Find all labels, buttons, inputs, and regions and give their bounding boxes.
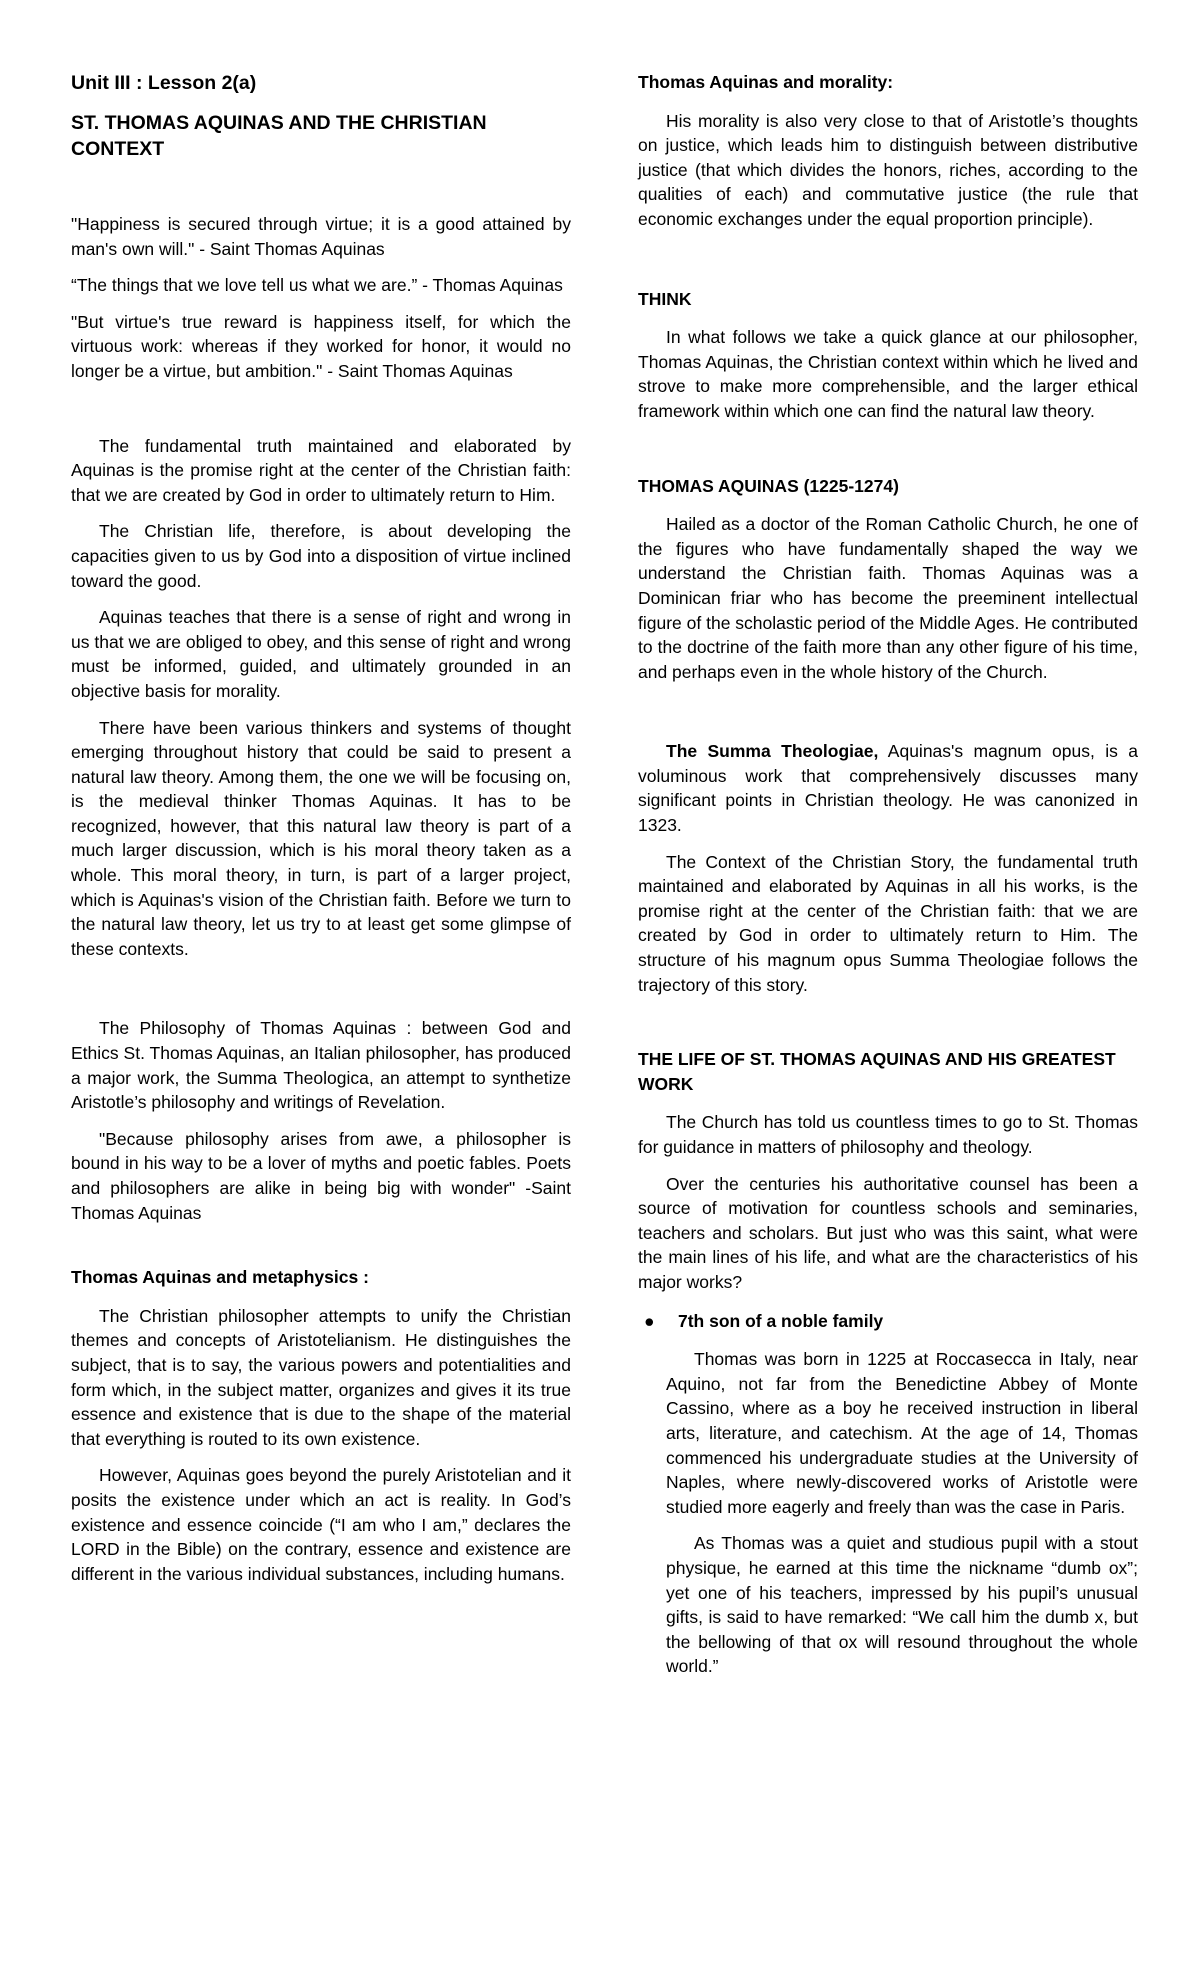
- summa-title: The Summa Theologiae,: [666, 741, 879, 762]
- paragraph-natural-law-thinkers: There have been various thinkers and systems of thought emerging throughout history that could be said to present a natural law theory. Among them, the one we will be focusing on, is the medieval thinker Thomas Aquinas. It has to be recognized, however, that this natural law theory is part of a much larger discussion, which is his moral theory taken as a whole. This moral theory, in turn, is part of a larger project, which is Aquinas's vision of the Christian faith. Before we turn to the natural law theory, let us try to at least get some glimpse of these contexts.: [71, 717, 571, 959]
- paragraph-christian-story: The Context of the Christian Story, the fundamental truth maintained and elaborated by Aquinas in all his works, is the promise right at the center of the Christian faith: that we are created by God in order to ultimately return to Him. The structure of his magnum opus Summa Theologiae follows the trajectory of this story.: [638, 851, 1138, 995]
- heading-life-of-aquinas: THE LIFE OF ST. THOMAS AQUINAS AND HIS GREATEST WORK: [638, 1049, 1116, 1094]
- bullet-label: 7th son of a noble family: [678, 1310, 884, 1331]
- paragraph-church-guidance: The Church has told us countless times to go to St. Thomas for guidance in matters of philosophy and theology.: [638, 1112, 1138, 1157]
- quote-virtue-reward: "But virtue's true reward is happiness itself, for which the virtuous work: whereas if they worked for honor, it would no longer be a virtue, but ambition." - Saint Thomas Aquinas: [71, 311, 571, 381]
- heading-metaphysics: Thomas Aquinas and metaphysics :: [71, 1267, 369, 1288]
- paragraph-fundamental-truth: The fundamental truth maintained and elaborated by Aquinas is the promise right at the center of the Christian faith: that we are created by God in order to ultimately return to Him.: [71, 435, 571, 505]
- right-column: [638, 70, 1138, 1679]
- paragraph-authoritative-counsel: Over the centuries his authoritative counsel has been a source of motivation for countless schools and seminaries, teachers and scholars. But just who was this saint, what were the main lines of his life, and what are the characteristics of his major works?: [638, 1173, 1138, 1292]
- paragraph-summa-theologiae: [638, 739, 1138, 837]
- summa-description: Aquinas's magnum opus, is a voluminous work that comprehensively discusses many significant points in Christian theology. He was canonized in 1323.: [638, 741, 1138, 836]
- paragraph-morality: His morality is also very close to that of Aristotle’s thoughts on justice, which leads him to distinguish between distributive justice (that which divides the honors, riches, according to the qualities of each) and commutative justice (the rule that economic exchanges under the equal proportion principle).: [638, 110, 1138, 229]
- paragraph-metaphysics-2: However, Aquinas goes beyond the purely Aristotelian and it posits the existence under which an act is reality. In God’s existence and essence coincide (“I am who I am,” declares the LORD in the Bible) on the contrary, essence and existence are different in the various individual substances, including humans.: [71, 1465, 571, 1584]
- quote-things-we-love: “The things that we love tell us what we are.” - Thomas Aquinas: [71, 275, 563, 296]
- left-column: [71, 70, 571, 1586]
- paragraph-right-and-wrong: Aquinas teaches that there is a sense of right and wrong in us that we are obliged to obey, and this sense of right and wrong must be informed, guided, and ultimately grounded in an objective basis for morality.: [71, 607, 571, 701]
- bullet-dot-icon: ●: [644, 1310, 655, 1331]
- paragraph-christian-life: The Christian life, therefore, is about developing the capacities given to us by God into a disposition of virtue inclined toward the good.: [71, 521, 571, 591]
- quote-happiness: "Happiness is secured through virtue; it is a good attained by man's own will." - Saint Thomas Aquinas: [71, 214, 571, 259]
- paragraph-dumb-ox: As Thomas was a quiet and studious pupil with a stout physique, he earned at this time the nickname “dumb ox”; yet one of his teachers, impressed by his pupil’s unusual gifts, is said to have remarked: “We call him the dumb x, but the bellowing of that ox will resound throughout the whole world.”: [666, 1533, 1138, 1677]
- heading-morality: Thomas Aquinas and morality:: [638, 72, 894, 92]
- bullet-noble-family: [638, 1309, 1138, 1334]
- paragraph-birth-and-studies: Thomas was born in 1225 at Roccasecca in Italy, near Aquino, not far from the Benedictine Abbey of Monte Cassino, where as a boy he received instruction in liberal arts, literature, and catechism. At the age of 14, Thomas commenced his undergraduate studies at the University of Naples, where newly-discovered works of Aristotle were studied more eagerly and freely than was the case in Paris.: [666, 1349, 1138, 1517]
- paragraph-metaphysics-1: The Christian philosopher attempts to unify the Christian themes and concepts of Aristotelianism. He distinguishes the subject, that is to say, the various powers and potentialities and form which, in the subject matter, organizes and gives it its true essence and existence that is due to the shape of the material that everything is routed to its own existence.: [71, 1305, 571, 1449]
- heading-think: THINK: [638, 288, 692, 309]
- unit-heading: Unit III : Lesson 2(a): [71, 72, 257, 94]
- quote-philosophy-awe: "Because philosophy arises from awe, a philosopher is bound in his way to be a lover of myths and poetic fables. Poets and philosophers are alike in being big with wonder" -Saint Thomas Aquinas: [71, 1128, 571, 1223]
- paragraph-doctor-of-church: Hailed as a doctor of the Roman Catholic Church, he one of the figures who have fundamentally shaped the way we understand the Christian faith. Thomas Aquinas was a Dominican friar who has become the preeminent intellectual figure of the scholastic period of the Middle Ages. He contributed to the doctrine of the faith more than any other figure of his time, and perhaps even in the whole history of the Church.: [638, 514, 1139, 682]
- page-title: ST. THOMAS AQUINAS AND THE CHRISTIAN CONTEXT: [71, 112, 487, 160]
- heading-thomas-aquinas: THOMAS AQUINAS (1225-1274): [638, 475, 899, 496]
- paragraph-think: In what follows we take a quick glance at our philosopher, Thomas Aquinas, the Christian context within which he lived and strove to make more comprehensible, and the larger ethical framework within which one can find the natural law theory.: [638, 327, 1138, 421]
- paragraph-philosophy-of-aquinas: The Philosophy of Thomas Aquinas : between God and Ethics St. Thomas Aquinas, an Italian philosopher, has produced a major work, the Summa Theologica, an attempt to synthetize Aristotle’s philosophy and writings of Revelation.: [71, 1018, 571, 1113]
